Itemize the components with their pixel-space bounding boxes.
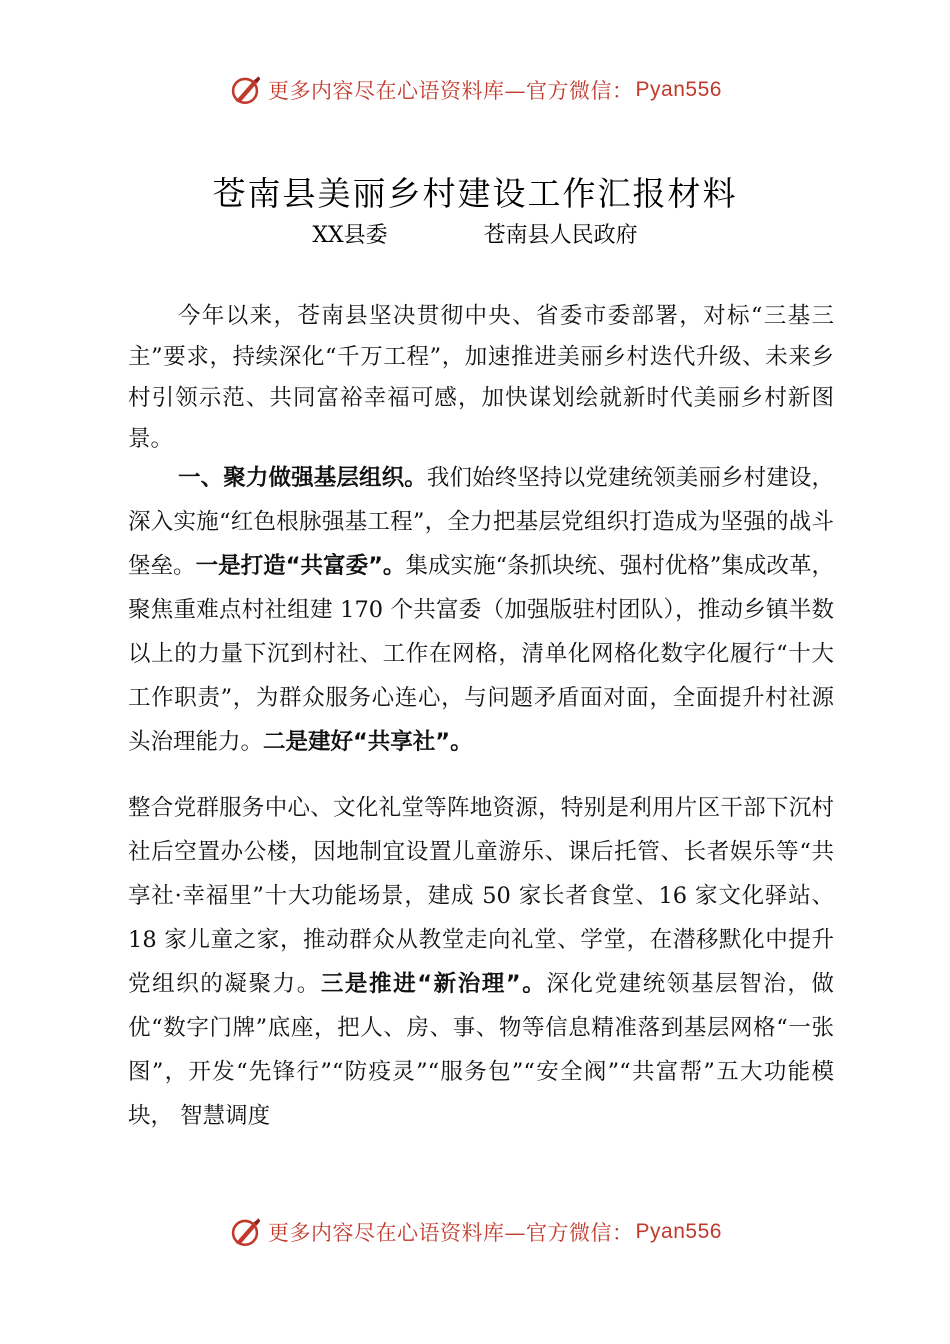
item2-heading: 二是建好“共享社”。 — [263, 729, 473, 755]
item1-text: 集成实施“条抓块统、强村优格”集成改革，聚焦重难点村社组建 170 个共富委（加强版驻村团队），推动乡镇半数以上的力量下沉到村社、工作在网格，清单化网格化数字化履行“十大工作职责”，为群众服务心连心，与问题矛盾面对面，全面提升村社源头治理能力。 — [128, 553, 834, 755]
document-authors — [0, 218, 950, 249]
item3-heading: 三是推进“新治理”。 — [320, 971, 547, 997]
watermark-top — [0, 70, 950, 110]
item2-text: 整合党群服务中心、文化礼堂等阵地资源，特别是利用片区干部下沉村社后空置办公楼，因地制宜设置儿童游乐、课后托管、长者娱乐等“共享社·幸福里”十大功能场景，建成 50 家长者食堂、16 家文化驿站、18 家儿童之家，推动群众从教堂走向礼堂、学堂，在潜移默化中提升党组织的凝聚力。 — [128, 795, 834, 997]
section1-lead: 我们始终坚持以党建统领美丽乡村建设，深入实施“红色根脉强基工程”，全力把基层党组织打造成为坚强的战斗堡垒。 — [128, 465, 834, 579]
section1-continuation — [128, 786, 834, 1138]
section1-heading: 一、聚力做强基层组织。 — [178, 465, 427, 491]
intro-paragraph: 今年以来，苍南县坚决贯彻中央、省委市委部署，对标“三基三主”要求，持续深化“千万工程”，加速推进美丽乡村迭代升级、未来乡村引领示范、共同富裕幸福可感，加快谋划绘就新时代美丽乡村新图景。 — [128, 303, 834, 452]
brush-logo-icon — [228, 73, 262, 107]
watermark-text: 更多内容尽在心语资料库—官方微信： — [268, 1221, 634, 1245]
item3-text: 深化党建统领基层智治，做优“数字门牌”底座，把人、房、事、物等信息精准落到基层网格“一张图”，开发“先锋行”“防疫灵”“服务包”“安全阀”“共富帮”五大功能模块， 智慧调度 — [128, 971, 834, 1129]
watermark-bottom — [0, 1212, 950, 1252]
section1-paragraph — [128, 456, 834, 764]
author-right: 苍南县人民政府 — [483, 223, 638, 248]
author-left: XX县委 — [312, 223, 388, 248]
item1-heading: 一是打造“共富委”。 — [195, 553, 406, 579]
watermark-text: 更多内容尽在心语资料库—官方微信： — [268, 79, 634, 103]
watermark-code: Pyan556 — [635, 1220, 722, 1243]
document-title: 苍南县美丽乡村建设工作汇报材料 — [212, 174, 738, 213]
watermark-code: Pyan556 — [635, 78, 722, 101]
brush-logo-icon — [228, 1215, 262, 1249]
